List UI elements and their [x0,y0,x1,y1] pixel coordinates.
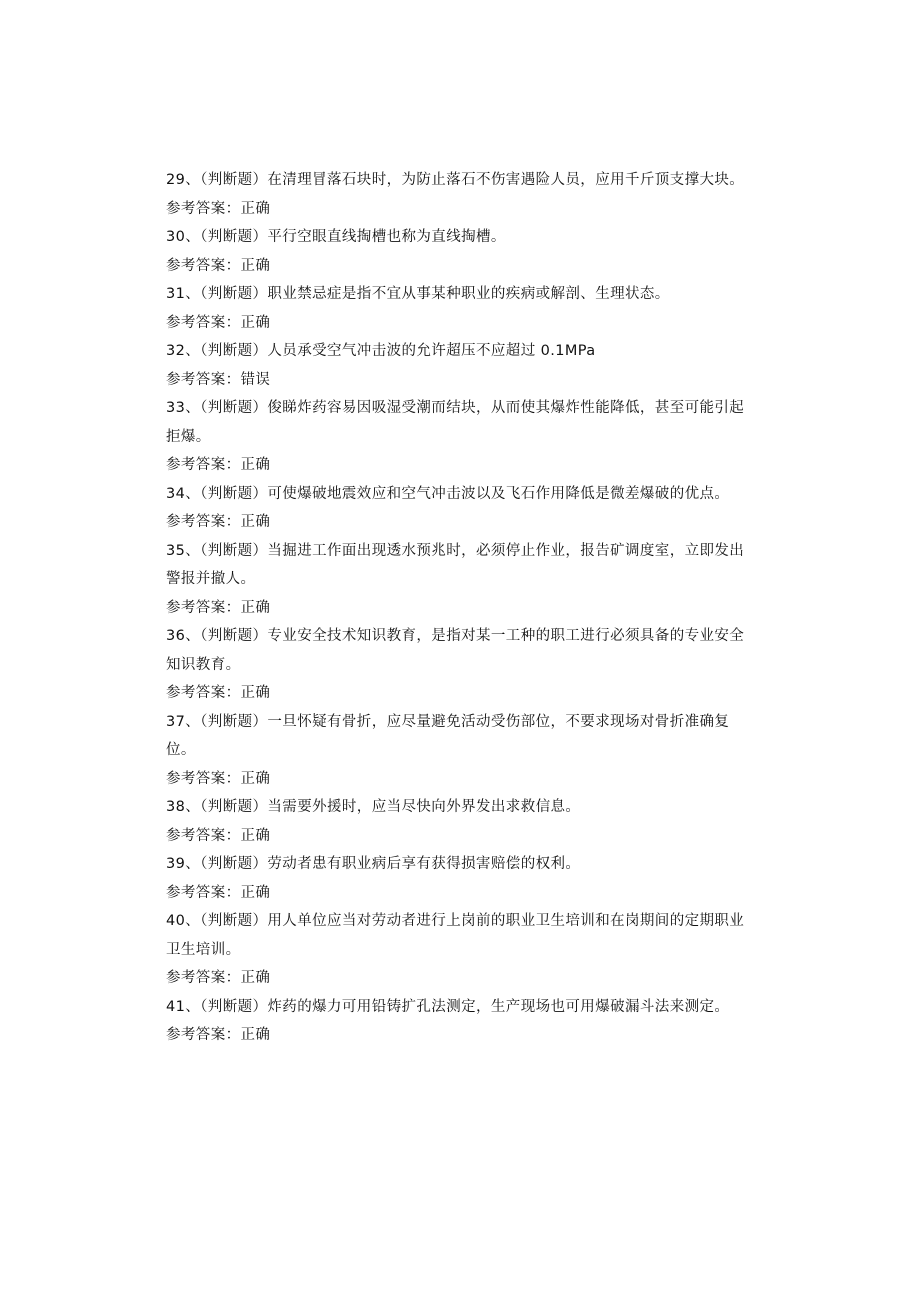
question-item [166,223,746,280]
answer-text: 参考答案：正确 [166,314,271,331]
answer-text: 参考答案：错误 [166,371,271,388]
question-item [166,337,746,394]
question-item [166,166,746,223]
question-text: 40、（判断题）用人单位应当对劳动者进行上岗前的职业卫生培训和在岗期间的定期职业卫生培训。 [166,913,745,958]
question-item [166,280,746,337]
question-item [166,394,746,480]
question-text: 38、（判断题）当需要外援时，应当尽快向外界发出求救信息。 [166,799,581,815]
question-item [166,850,746,907]
question-text: 32、（判断题）人员承受空气冲击波的允许超压不应超过 0.1MPa [166,343,596,359]
answer-text: 参考答案：正确 [166,827,271,844]
answer-text: 参考答案：正确 [166,514,271,530]
question-item [166,993,746,1050]
question-text: 37、（判断题）一旦怀疑有骨折，应尽量避免活动受伤部位，不要求现场对骨折准确复位。 [166,713,730,758]
question-text: 35、（判断题）当掘进工作面出现透水预兆时，必须停止作业，报告矿调度室，立即发出警报并撤人。 [166,542,745,587]
question-text: 29、（判断题）在清理冒落石块时，为防止落石不伤害遇险人员，应用千斤顶支撑大块。 [166,172,745,188]
question-item [166,537,746,623]
answer-text: 参考答案：正确 [166,770,271,787]
question-item [166,793,746,850]
question-item [166,907,746,993]
question-item [166,622,746,708]
question-list [166,166,746,1050]
answer-text: 参考答案：正确 [166,685,271,701]
question-item [166,480,746,537]
question-text: 36、（判断题）专业安全技术知识教育，是指对某一工种的职工进行必须具备的专业安全知识教育。 [166,628,745,673]
question-text: 33、（判断题）俊睇炸药容易因吸湿受潮而结块，从而使其爆炸性能降低，甚至可能引起拒爆。 [166,400,745,445]
answer-text: 参考答案：正确 [166,599,271,616]
question-text: 39、（判断题）劳动者患有职业病后享有获得损害赔偿的权利。 [166,856,581,872]
question-text: 31、（判断题）职业禁忌症是指不宜从事某种职业的疾病或解剖、生理状态。 [166,286,670,302]
answer-text: 参考答案：正确 [166,884,271,901]
answer-text: 参考答案：正确 [166,257,271,274]
question-text: 41、（判断题）炸药的爆力可用铅铸扩孔法测定，生产现场也可用爆破漏斗法来测定。 [166,998,730,1015]
question-text: 30、（判断题）平行空眼直线掏槽也称为直线掏槽。 [166,229,506,245]
answer-text: 参考答案：正确 [166,970,271,986]
answer-text: 参考答案：正确 [166,457,271,473]
question-item [166,708,746,794]
answer-text: 参考答案：正确 [166,1027,271,1043]
answer-text: 参考答案：正确 [166,200,271,217]
question-text: 34、（判断题）可使爆破地震效应和空气冲击波以及飞石作用降低是微差爆破的优点。 [166,485,730,502]
